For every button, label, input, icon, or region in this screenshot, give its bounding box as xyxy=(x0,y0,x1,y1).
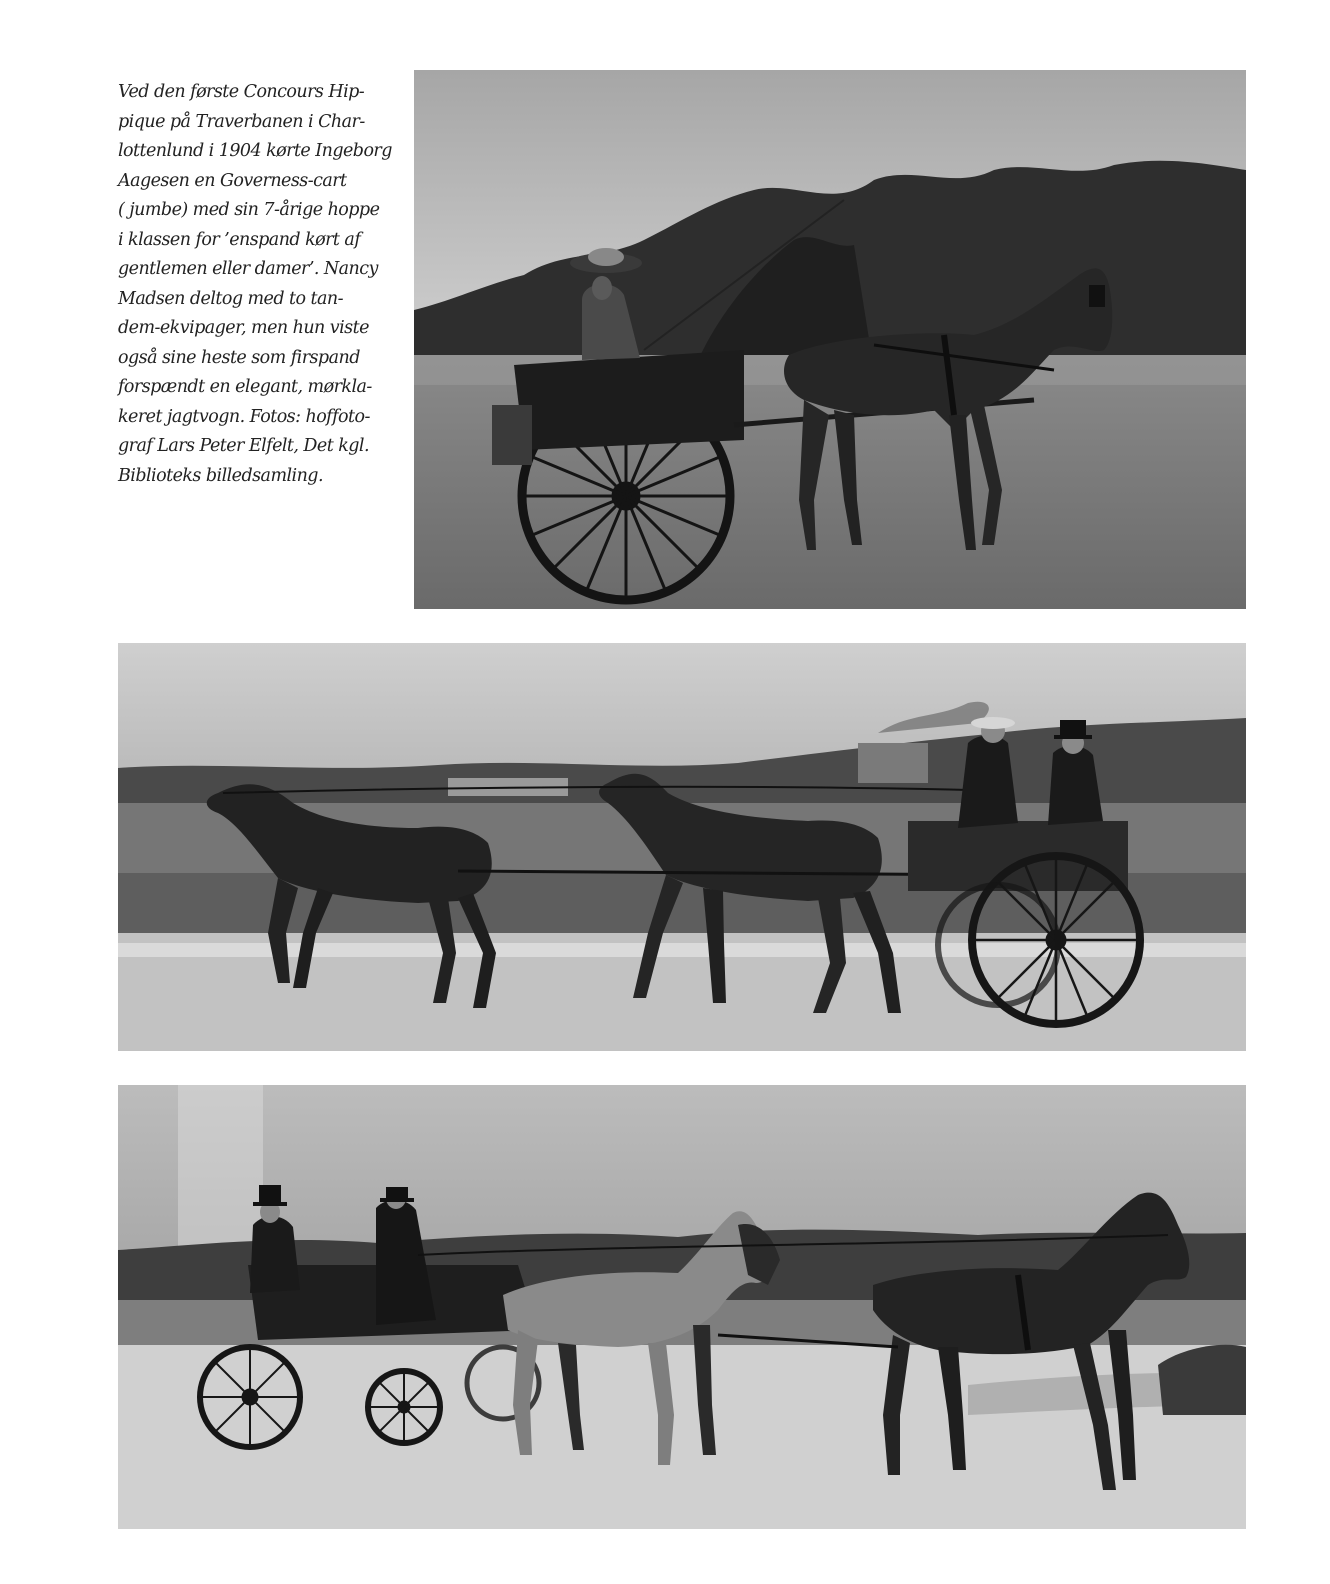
governess-cart-photo xyxy=(414,70,1246,609)
caption-line: Madsen deltog med to tan- xyxy=(118,288,343,309)
caption-line: lottenlund i 1904 kørte Ingeborg xyxy=(118,141,392,161)
caption-line: keret jagtvogn. Fotos: hoffoto- xyxy=(118,406,370,427)
four-in-hand-image xyxy=(118,1085,1246,1529)
photo-caption xyxy=(118,78,392,491)
caption-line: ( jumbe) med sin 7-årige hoppe xyxy=(118,200,380,220)
caption-line: graf Lars Peter Elfelt, Det kgl. xyxy=(118,436,369,456)
caption-line: forspændt en elegant, mørkla- xyxy=(118,377,372,397)
caption-line: også sine heste som firspand xyxy=(118,347,360,368)
caption-line: dem-ekvipager, men hun viste xyxy=(118,318,369,338)
caption-line: gentlemen eller damer’. Nancy xyxy=(118,259,378,279)
caption-line: Biblioteks billedsamling. xyxy=(118,465,323,486)
caption-line: pique på Traverbanen i Char- xyxy=(118,111,365,132)
caption-line: Ved den første Concours Hip- xyxy=(118,82,365,102)
governess-cart-image xyxy=(414,70,1246,609)
four-in-hand-photo xyxy=(118,1085,1246,1529)
caption-line: i klassen for ’enspand kørt af xyxy=(118,229,361,250)
tandem-carriage-image xyxy=(118,643,1246,1051)
tandem-carriage-photo xyxy=(118,643,1246,1051)
caption-line: Aagesen en Governess-cart xyxy=(118,170,347,191)
